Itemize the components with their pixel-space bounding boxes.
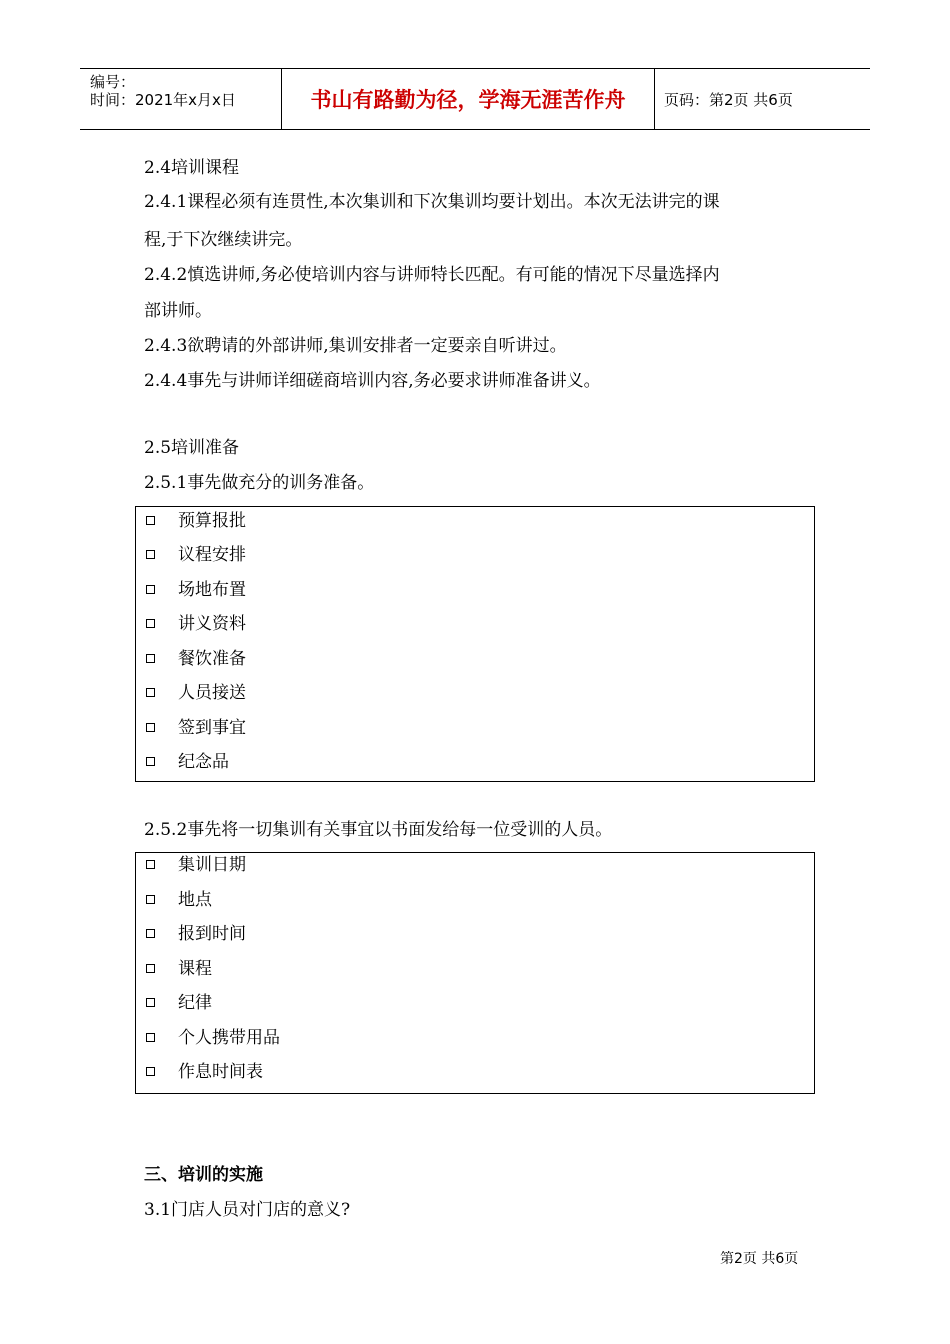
section-2-5-title: 2.5培训准备 (144, 438, 240, 458)
list-item-label: 签到事宜 (178, 718, 246, 738)
checkbox-icon (146, 723, 155, 732)
list-item-label: 纪律 (178, 993, 212, 1013)
checkbox-icon (146, 1033, 155, 1042)
list-item-label: 报到时间 (178, 924, 246, 944)
list-item-label: 餐饮准备 (178, 649, 246, 669)
checkbox-icon (146, 688, 155, 697)
footer-page-info: 第2页 共6页 (720, 1251, 799, 1267)
prep-checklist-box (135, 506, 815, 782)
list-item-label: 人员接送 (178, 683, 246, 703)
paragraph-2-5-1: 2.5.1事先做充分的训务准备。 (144, 473, 375, 493)
list-item-label: 议程安排 (178, 545, 246, 565)
checkbox-icon (146, 998, 155, 1007)
paragraph-2-4-1-line1: 2.4.1课程必须有连贯性,本次集训和下次集训均要计划出。本次无法讲完的课 (144, 192, 720, 212)
list-item-label: 场地布置 (178, 580, 246, 600)
time-label: 时间：2021年x月x日 (90, 91, 236, 109)
list-item-label: 预算报批 (178, 511, 246, 531)
checkbox-icon (146, 550, 155, 559)
checkbox-icon (146, 964, 155, 973)
header-motto-cell (281, 69, 655, 129)
paragraph-2-5-2: 2.5.2事先将一切集训有关事宜以书面发给每一位受训的人员。 (144, 820, 613, 840)
checkbox-icon (146, 585, 155, 594)
paragraph-2-4-1-line2: 程,于下次继续讲完。 (144, 230, 303, 250)
checkbox-icon (146, 757, 155, 766)
checkbox-icon (146, 1067, 155, 1076)
header-page-cell (654, 69, 870, 129)
checkbox-icon (146, 929, 155, 938)
paragraph-2-4-4: 2.4.4事先与讲师详细磋商培训内容,务必要求讲师准备讲义。 (144, 371, 601, 391)
checkbox-icon (146, 860, 155, 869)
list-item-label: 个人携带用品 (178, 1028, 280, 1048)
paragraph-2-4-2-line1: 2.4.2慎选讲师,务必使培训内容与讲师特长匹配。有可能的情况下尽量选择内 (144, 265, 720, 285)
motto: 书山有路勤为径，学海无涯苦作舟 (310, 88, 626, 112)
paragraph-3-1: 3.1门店人员对门店的意义? (144, 1200, 351, 1220)
list-item-label: 作息时间表 (178, 1062, 263, 1082)
checkbox-icon (146, 654, 155, 663)
list-item-label: 课程 (178, 959, 212, 979)
paragraph-2-4-2-line2: 部讲师。 (144, 301, 212, 321)
header-meta-cell (80, 69, 280, 129)
paragraph-2-4-3: 2.4.3欲聘请的外部讲师,集训安排者一定要亲自听讲过。 (144, 336, 567, 356)
list-item-label: 集训日期 (178, 855, 246, 875)
checkbox-icon (146, 516, 155, 525)
page-header (80, 68, 870, 130)
section-2-4-title: 2.4培训课程 (144, 158, 240, 178)
list-item-label: 纪念品 (178, 752, 229, 772)
number-label: 编号： (90, 73, 136, 91)
section-3-title: 三、培训的实施 (144, 1165, 263, 1185)
notice-checklist-box (135, 852, 815, 1094)
list-item-label: 地点 (178, 890, 212, 910)
checkbox-icon (146, 895, 155, 904)
checkbox-icon (146, 619, 155, 628)
list-item-label: 讲义资料 (178, 614, 246, 634)
header-page-info: 页码：第2页 共6页 (664, 90, 793, 109)
